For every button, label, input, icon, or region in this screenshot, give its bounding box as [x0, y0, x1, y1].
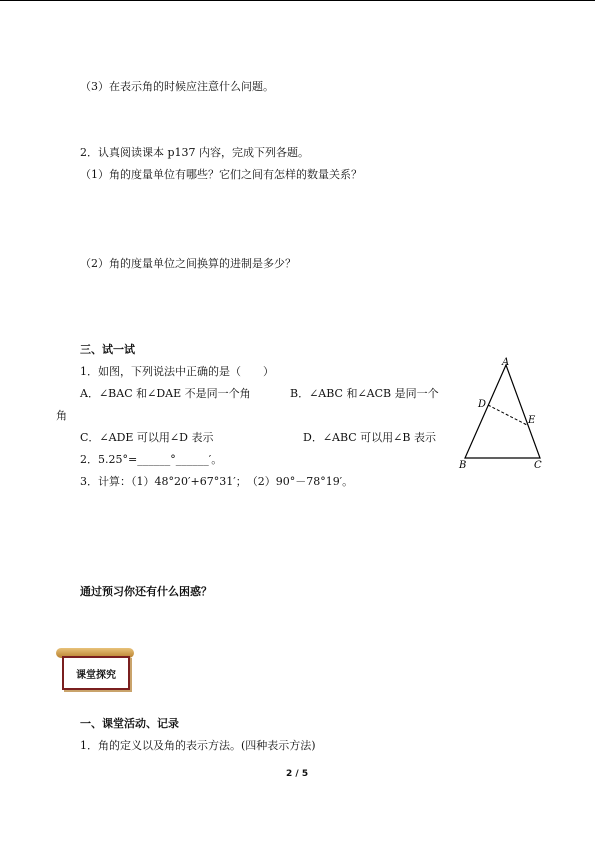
try-question-1: 1．如图，下列说法中正确的是（ ） — [80, 365, 274, 378]
section-2-question-2: （2）角的度量单位之间换算的进制是多少？ — [80, 257, 296, 270]
label-c: C — [534, 460, 542, 471]
page-number: 2 / 5 — [286, 769, 309, 779]
option-c: C．∠ADE 可以用∠D 表示 — [80, 431, 214, 444]
option-a: A．∠BAC 和∠DAE 不是同一个角 — [80, 387, 251, 400]
class-exploration-badge — [56, 648, 138, 694]
question-3: （3）在表示角的时候应注意什么问题。 — [80, 80, 274, 93]
confusion-prompt: 通过预习你还有什么困惑？ — [80, 585, 212, 598]
triangle-abc — [465, 365, 540, 458]
option-b: B．∠ABC 和∠ACB 是同一个 — [290, 387, 439, 400]
option-b-continued: 角 — [56, 409, 67, 422]
header-rule — [0, 0, 595, 1]
section-2-question-1: （1）角的度量单位有哪些？它们之间有怎样的数量关系？ — [80, 168, 362, 181]
try-question-2: 2．5.25°=______°______′。 — [80, 453, 223, 466]
option-d: D．∠ABC 可以用∠B 表示 — [303, 431, 436, 444]
label-d: D — [478, 399, 487, 410]
label-a: A — [502, 357, 510, 368]
label-e: E — [528, 415, 536, 426]
heading-try-it: 三、试一试 — [80, 343, 135, 356]
triangle-figure — [455, 355, 555, 475]
badge-label: 课堂探究 — [62, 656, 130, 690]
try-question-3: 3．计算：（1）48°20′+67°31′； （2）90°－78°19′。 — [80, 475, 354, 488]
activity-item-1: 1．角的定义以及角的表示方法。(四种表示方法) — [80, 739, 316, 752]
heading-class-activity: 一、课堂活动、记录 — [80, 717, 179, 730]
label-b: B — [459, 460, 467, 471]
section-2-instruction: 2．认真阅读课本 p137 内容，完成下列各题。 — [80, 146, 310, 159]
